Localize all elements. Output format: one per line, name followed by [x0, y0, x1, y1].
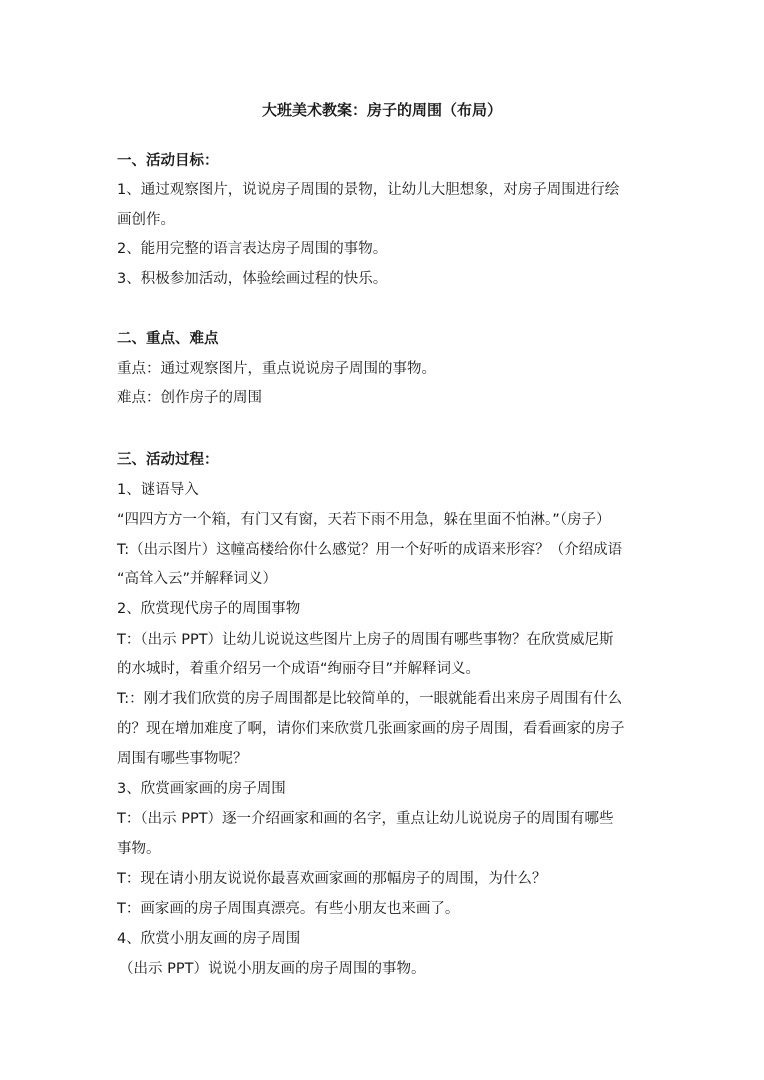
paragraph-line: T：（出示 PPT）让幼儿说说这些图片上房子的周围有哪些事物？在欣赏威尼斯 — [117, 632, 614, 648]
paragraph-line: 1、通过观察图片，说说房子周围的景物，让幼儿大胆想象，对房子周围进行绘 — [117, 182, 620, 198]
paragraph-line: T:（出示图片）这幢高楼给你什么感觉？用一个好听的成语来形容？（介绍成语 — [117, 542, 623, 558]
paragraph-line: （出示 PPT）说说小朋友画的房子周围的事物。 — [119, 961, 426, 977]
section-heading-keypoints: 二、重点、难点 — [117, 331, 219, 347]
paragraph-line: 的？现在增加难度了啊，请你们来欣赏几张画家画的房子周围，看看画家的房子 — [117, 721, 625, 737]
paragraph-line: 的水城时，着重介绍另一个成语“绚丽夺目”并解释词义。 — [117, 661, 481, 677]
paragraph-line: T：（出示 PPT）逐一介绍画家和画的名字，重点让幼儿说说房子的周围有哪些 — [117, 811, 614, 827]
paragraph-line: “四四方方一个箱，有门又有窗，天若下雨不用急，躲在里面不怕淋。”（房子） — [117, 512, 611, 528]
paragraph-line: T：画家画的房子周围真漂亮。有些小朋友也来画了。 — [117, 901, 460, 917]
paragraph-line: 4、欣赏小朋友画的房子周围 — [117, 931, 301, 947]
paragraph-line: 重点：通过观察图片，重点说说房子周围的事物。 — [117, 361, 436, 377]
paragraph-line: T：现在请小朋友说说你最喜欢画家画的那幅房子的周围，为什么？ — [117, 871, 547, 887]
section-heading-process: 三、活动过程： — [117, 452, 219, 468]
paragraph-line: 3、欣赏画家画的房子周围 — [117, 781, 286, 797]
paragraph-line: 2、能用完整的语言表达房子周围的事物。 — [117, 241, 388, 257]
page-title: 大班美术教案：房子的周围（布局） — [261, 101, 502, 119]
paragraph-line: 2、欣赏现代房子的周围事物 — [117, 601, 301, 617]
paragraph-line: 难点：创作房子的周围 — [117, 390, 262, 406]
section-heading-goals: 一、活动目标： — [117, 153, 219, 169]
paragraph-line: 1、谜语导入 — [117, 482, 199, 498]
paragraph-line: 周围有哪些事物呢？ — [117, 751, 248, 767]
paragraph-line: T:：刚才我们欣赏的房子周围都是比较简单的，一眼就能看出来房子周围有什么 — [117, 691, 623, 707]
paragraph-line: 事物。 — [117, 841, 161, 857]
paragraph-line: 3、积极参加活动，体验绘画过程的快乐。 — [117, 271, 388, 287]
paragraph-line: “高耸入云”并解释词义） — [117, 571, 278, 587]
paragraph-line: 画创作。 — [117, 212, 175, 228]
